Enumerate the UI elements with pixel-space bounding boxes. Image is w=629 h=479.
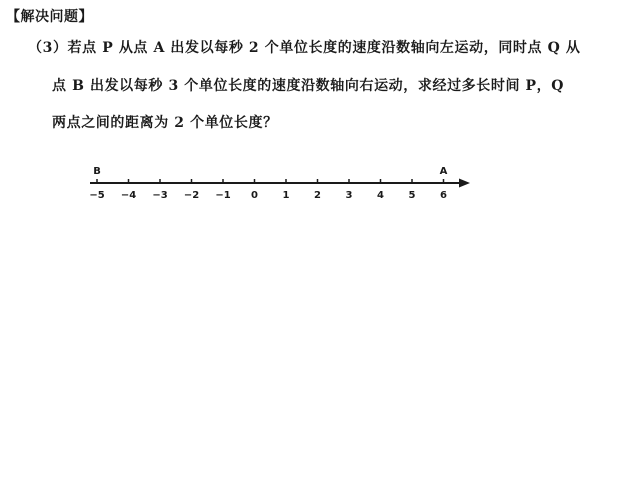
number-line-tick-label: −4: [120, 190, 137, 201]
problem-line-3: 两点之间的距离为 2 个单位长度？: [52, 115, 278, 131]
number-line-labels: [89, 190, 447, 201]
number-line-tick-label: 5: [408, 190, 416, 201]
number-line-tick-label: −5: [89, 190, 105, 201]
point-a-label: A: [439, 166, 448, 177]
problem-line-2: 点 B 出发以每秒 3 个单位长度的速度沿数轴向右运动，求经过多长时间 P，Q: [52, 78, 565, 94]
number-line-tick-label: −2: [183, 190, 200, 201]
number-line-tick-label: 3: [345, 190, 353, 201]
number-line-tick-label: 4: [377, 190, 384, 201]
section-title: 【解决问题】: [6, 9, 93, 25]
number-line-tick-label: 1: [282, 190, 290, 201]
number-line-tick-label: −1: [215, 190, 231, 201]
number-line-tick-label: −3: [152, 190, 168, 201]
number-line-tick-label: 6: [440, 190, 447, 201]
number-line-tick-label: 0: [251, 190, 258, 201]
number-line-arrow-icon: [459, 179, 470, 188]
point-b-label: B: [93, 166, 101, 177]
number-line-tick-label: 2: [314, 190, 321, 201]
problem-line-1: （3）若点 P 从点 A 出发以每秒 2 个单位长度的速度沿数轴向左运动，同时点 Q 从: [28, 40, 581, 56]
